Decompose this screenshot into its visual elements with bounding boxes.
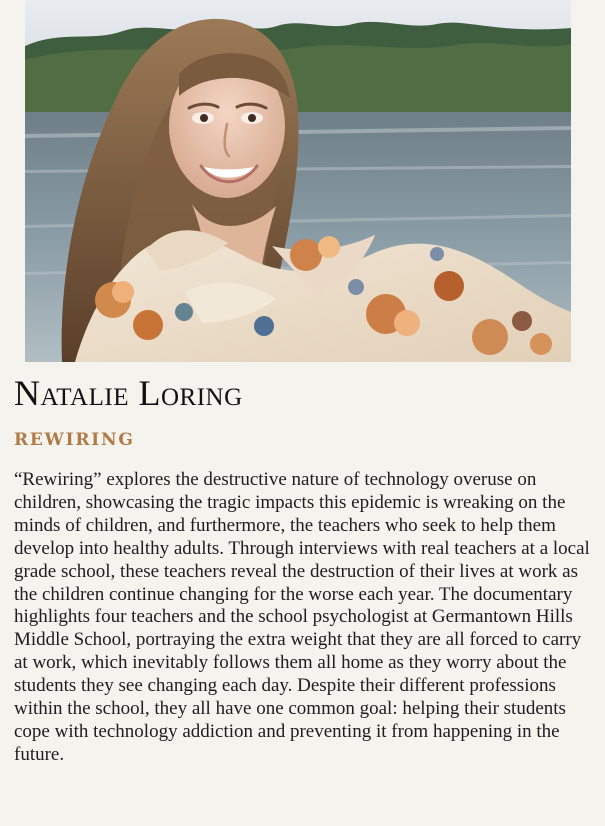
project-description: “Rewiring” explores the destructive nature of technology overuse on children, showcasing the tragic impacts this epidemic is wreaking on the minds of children, and furthermore, the teachers who seek to help them develop into healthy adults. Through interviews with real teachers at a local grade school, these teachers reveal the destruction of their lives at work as the children continue changing for the worse each year. The documentary highlights four teachers and the school psychologist at Germantown Hills Middle School, portraying the extra weight that they are all forced to carry at work, which inevitably follows them all home as they worry about the students they see changing each day. Despite their different professions within the school, they all have one common goal: helping their students cope with technology addiction and preventing it from happening in the future. <box>14 469 590 765</box>
portrait-illustration <box>25 0 571 362</box>
portrait-photo <box>25 0 571 362</box>
project-title: REWIRING <box>14 430 135 450</box>
person-name: Natalie Loring <box>14 373 243 413</box>
